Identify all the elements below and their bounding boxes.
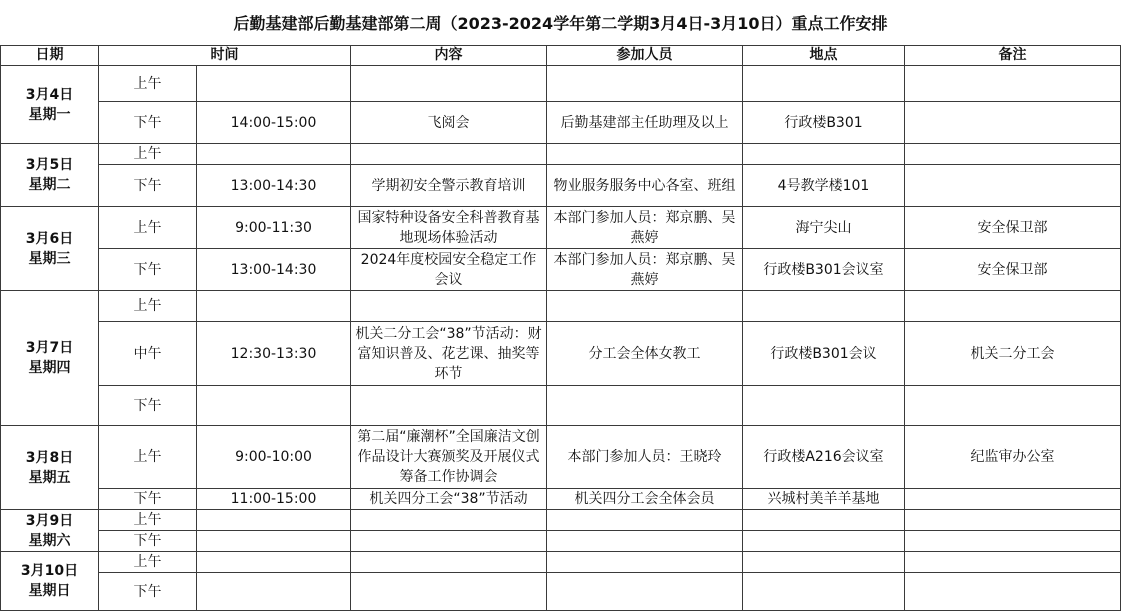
schedule-table	[0, 45, 1121, 611]
time-cell: 11:00-15:00	[197, 489, 351, 510]
period-cell: 下午	[99, 531, 197, 552]
header-row	[1, 46, 1121, 66]
period-cell: 下午	[99, 386, 197, 426]
note-cell	[905, 66, 1121, 102]
note-cell	[905, 510, 1121, 531]
content-cell: 学期初安全警示教育培训	[351, 165, 547, 207]
people-cell	[547, 531, 743, 552]
date-cell	[1, 207, 99, 291]
time-cell	[197, 510, 351, 531]
place-cell	[743, 66, 905, 102]
table-row	[1, 386, 1121, 426]
date-label: 3月5日	[25, 157, 74, 173]
people-cell: 本部门参加人员：王晓玲	[547, 426, 743, 489]
table-row	[1, 207, 1121, 249]
people-cell	[547, 386, 743, 426]
header-time: 时间	[99, 46, 351, 66]
place-cell	[743, 573, 905, 611]
weekday-label: 星期六	[28, 532, 71, 549]
time-cell: 14:00-15:00	[197, 102, 351, 144]
header-note: 备注	[905, 46, 1121, 66]
date-label: 3月7日	[25, 340, 74, 356]
period-cell: 上午	[99, 207, 197, 249]
note-cell	[905, 489, 1121, 510]
table-row	[1, 249, 1121, 291]
weekday-label: 星期四	[28, 360, 71, 376]
weekday-label: 星期三	[28, 250, 71, 267]
table-row	[1, 531, 1121, 552]
time-cell: 13:00-14:30	[197, 165, 351, 207]
note-cell: 安全保卫部	[905, 249, 1121, 291]
header-people: 参加人员	[547, 46, 743, 66]
table-row	[1, 489, 1121, 510]
content-cell	[351, 291, 547, 322]
table-row	[1, 510, 1121, 531]
period-cell: 下午	[99, 489, 197, 510]
note-cell	[905, 386, 1121, 426]
people-cell: 后勤基建部主任助理及以上	[547, 102, 743, 144]
time-cell: 9:00-11:30	[197, 207, 351, 249]
header-content: 内容	[351, 46, 547, 66]
place-cell: 行政楼B301会议	[743, 322, 905, 386]
date-cell	[1, 426, 99, 510]
time-cell	[197, 552, 351, 573]
people-cell	[547, 552, 743, 573]
content-cell: 2024年度校园安全稳定工作会议	[351, 249, 547, 291]
date-cell	[1, 291, 99, 426]
place-cell: 行政楼B301会议室	[743, 249, 905, 291]
content-cell: 飞阅会	[351, 102, 547, 144]
period-cell: 上午	[99, 144, 197, 165]
place-cell: 海宁尖山	[743, 207, 905, 249]
period-cell: 上午	[99, 552, 197, 573]
content-cell	[351, 144, 547, 165]
people-cell	[547, 144, 743, 165]
place-cell	[743, 510, 905, 531]
people-cell	[547, 573, 743, 611]
content-cell	[351, 552, 547, 573]
period-cell: 下午	[99, 102, 197, 144]
place-cell	[743, 386, 905, 426]
note-cell: 纪监审办公室	[905, 426, 1121, 489]
weekday-label: 星期二	[28, 177, 71, 193]
place-cell	[743, 552, 905, 573]
content-cell: 机关二分工会“38”节活动：财富知识普及、花艺课、抽奖等环节	[351, 322, 547, 386]
table-row	[1, 291, 1121, 322]
note-cell	[905, 552, 1121, 573]
time-cell	[197, 573, 351, 611]
place-cell: 兴城村美羊羊基地	[743, 489, 905, 510]
content-cell	[351, 386, 547, 426]
people-cell: 分工会全体女教工	[547, 322, 743, 386]
place-cell	[743, 144, 905, 165]
content-cell	[351, 573, 547, 611]
place-cell: 4号教学楼101	[743, 165, 905, 207]
period-cell: 下午	[99, 165, 197, 207]
content-cell: 机关四分工会“38”节活动	[351, 489, 547, 510]
note-cell	[905, 144, 1121, 165]
content-cell	[351, 510, 547, 531]
weekday-label: 星期一	[28, 106, 71, 123]
note-cell: 安全保卫部	[905, 207, 1121, 249]
note-cell	[905, 102, 1121, 144]
place-cell: 行政楼A216会议室	[743, 426, 905, 489]
content-cell	[351, 66, 547, 102]
date-cell	[1, 552, 99, 611]
people-cell: 本部门参加人员：郑京鹏、吴燕婷	[547, 249, 743, 291]
header-place: 地点	[743, 46, 905, 66]
date-label: 3月4日	[25, 86, 74, 103]
note-cell: 机关二分工会	[905, 322, 1121, 386]
time-cell	[197, 66, 351, 102]
time-cell: 9:00-10:00	[197, 426, 351, 489]
date-label: 3月9日	[25, 512, 74, 529]
period-cell: 上午	[99, 510, 197, 531]
place-cell: 行政楼B301	[743, 102, 905, 144]
date-label: 3月8日	[25, 449, 74, 466]
date-cell	[1, 66, 99, 144]
date-cell	[1, 144, 99, 207]
people-cell	[547, 291, 743, 322]
period-cell: 上午	[99, 426, 197, 489]
table-row	[1, 426, 1121, 489]
table-row	[1, 573, 1121, 611]
weekday-label: 星期五	[28, 469, 71, 486]
content-cell: 国家特种设备安全科普教育基地现场体验活动	[351, 207, 547, 249]
time-cell	[197, 386, 351, 426]
period-cell: 下午	[99, 573, 197, 611]
period-cell: 上午	[99, 66, 197, 102]
people-cell: 机关四分工会全体会员	[547, 489, 743, 510]
time-cell: 12:30-13:30	[197, 322, 351, 386]
people-cell: 本部门参加人员：郑京鹏、吴燕婷	[547, 207, 743, 249]
content-cell	[351, 531, 547, 552]
header-date: 日期	[1, 46, 99, 66]
note-cell	[905, 165, 1121, 207]
period-cell: 中午	[99, 322, 197, 386]
date-label: 3月6日	[25, 230, 74, 247]
date-cell	[1, 510, 99, 552]
note-cell	[905, 291, 1121, 322]
date-label: 3月10日	[20, 563, 79, 579]
table-row	[1, 322, 1121, 386]
people-cell: 物业服务服务中心各室、班组	[547, 165, 743, 207]
page-title: 后勤基建部后勤基建部第二周（2023-2024学年第二学期3月4日-3月10日）重点工作安排	[233, 14, 888, 33]
note-cell	[905, 573, 1121, 611]
weekday-label: 星期日	[28, 583, 71, 599]
table-row	[1, 102, 1121, 144]
period-cell: 下午	[99, 249, 197, 291]
period-cell: 上午	[99, 291, 197, 322]
time-cell: 13:00-14:30	[197, 249, 351, 291]
time-cell	[197, 531, 351, 552]
place-cell	[743, 531, 905, 552]
time-cell	[197, 144, 351, 165]
people-cell	[547, 66, 743, 102]
table-row	[1, 165, 1121, 207]
people-cell	[547, 510, 743, 531]
note-cell	[905, 531, 1121, 552]
time-cell	[197, 291, 351, 322]
table-row	[1, 66, 1121, 102]
place-cell	[743, 291, 905, 322]
content-cell: 第二届“廉潮杯”全国廉洁文创作品设计大赛颁奖及开展仪式筹备工作协调会	[351, 426, 547, 489]
table-row	[1, 552, 1121, 573]
table-row	[1, 144, 1121, 165]
